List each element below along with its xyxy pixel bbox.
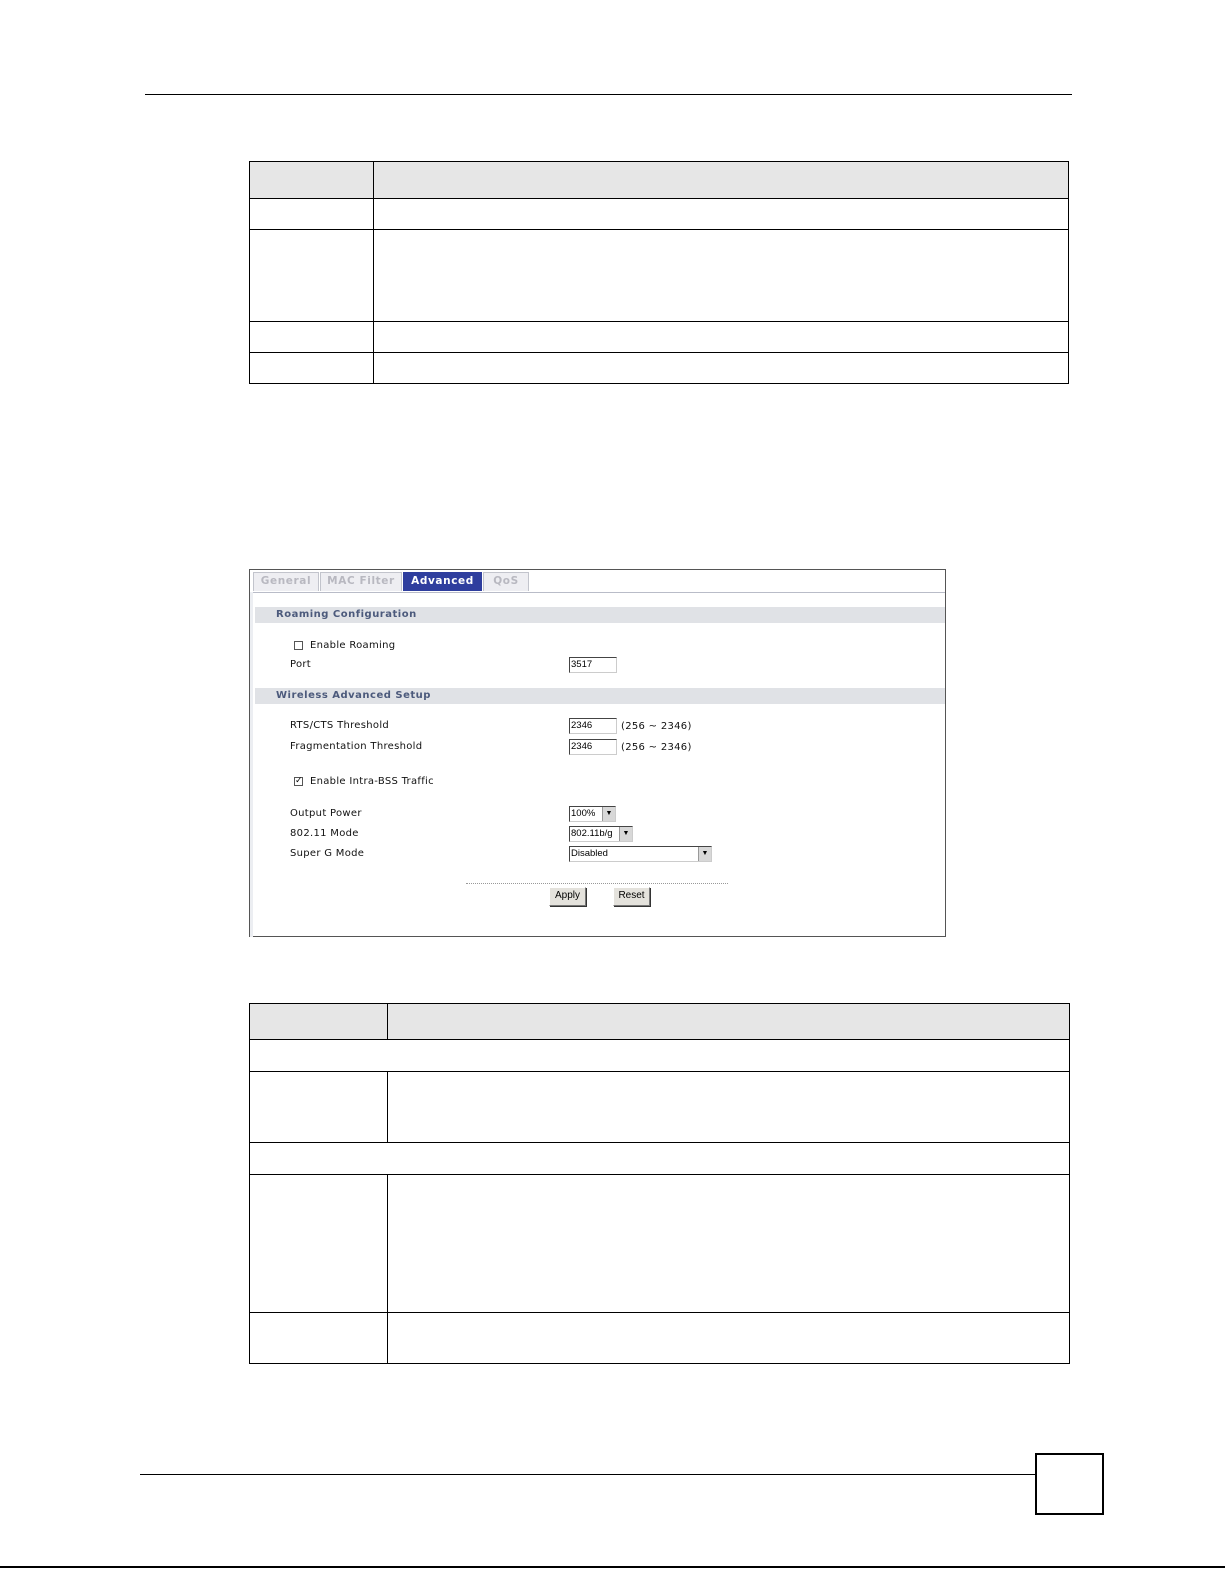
table-row [250,1313,1070,1364]
mode-label: 802.11 Mode [290,828,359,839]
advanced-section-heading: Wireless Advanced Setup [255,688,945,704]
output-power-value: 100% [571,808,596,819]
table-row [250,230,1069,322]
tab-mac-filter[interactable]: MAC Filter [320,572,402,591]
table-row [250,353,1069,384]
wireless-advanced-screenshot [249,569,946,937]
apply-button[interactable]: Apply [549,887,586,906]
super-g-mode-value: Disabled [571,848,608,859]
table-header-row [250,162,1069,199]
table-row [250,1175,1070,1313]
tab-bar [250,570,945,593]
intra-bss-label: Enable Intra-BSS Traffic [310,776,434,787]
table-header-row [250,1004,1070,1040]
fragmentation-threshold-range: (256 ~ 2346) [621,742,692,753]
tab-advanced[interactable]: Advanced [403,572,482,591]
reset-button[interactable]: Reset [613,887,650,906]
fragmentation-threshold-input[interactable]: 2346 [569,739,617,755]
tab-general[interactable]: General [253,572,319,591]
table-row [250,1072,1070,1143]
chevron-down-icon: ▼ [619,827,632,841]
table-section-row [250,1040,1070,1072]
tab-qos[interactable]: QoS [483,572,529,591]
mode-value: 802.11b/g [571,828,613,839]
top-table [249,161,1069,384]
port-input[interactable]: 3517 [569,657,617,673]
table-row [250,199,1069,230]
super-g-mode-label: Super G Mode [290,848,365,859]
page-edge [0,1566,1225,1568]
chevron-down-icon: ▼ [698,847,711,861]
intra-bss-checkbox[interactable]: ✓ [295,776,303,786]
header-rule [145,94,1072,95]
super-g-mode-select[interactable] [569,846,712,862]
mode-select[interactable] [569,826,633,842]
page-number-box [1035,1453,1104,1515]
enable-roaming-label: Enable Roaming [310,640,396,651]
port-label: Port [290,659,312,670]
panel-edge [250,592,253,937]
fragmentation-threshold-label: Fragmentation Threshold [290,741,423,752]
button-divider [466,883,728,884]
output-power-label: Output Power [290,808,362,819]
footer-rule [140,1474,1035,1475]
rts-threshold-input[interactable]: 2346 [569,718,617,734]
roaming-section-heading: Roaming Configuration [255,607,945,623]
enable-roaming-checkbox[interactable] [294,641,303,650]
rts-threshold-range: (256 ~ 2346) [621,721,692,732]
table-section-row [250,1143,1070,1175]
output-power-select[interactable] [569,806,616,822]
table-row [250,322,1069,353]
chevron-down-icon: ▼ [602,807,615,821]
bottom-table [249,1003,1070,1364]
rts-threshold-label: RTS/CTS Threshold [290,720,390,731]
